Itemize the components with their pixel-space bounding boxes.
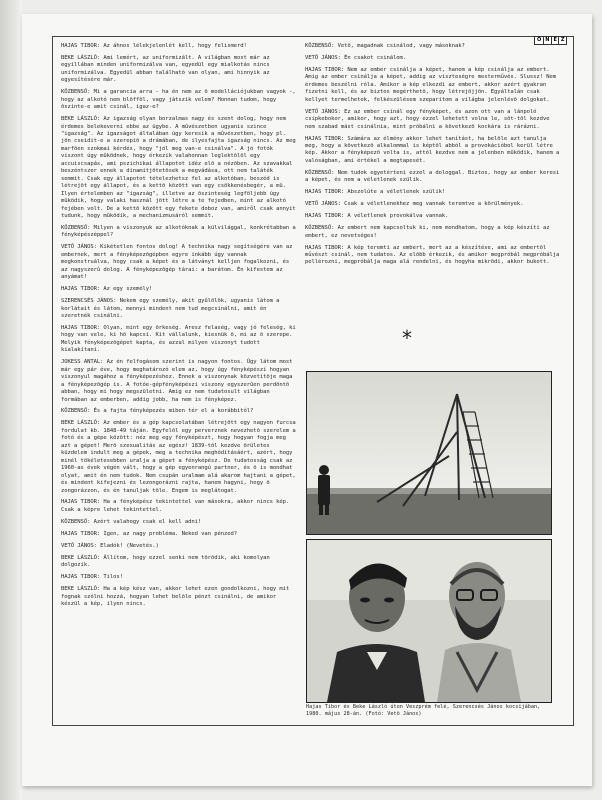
dialogue-paragraph: HAJAS TIBOR: Az áhnos lélekjelenlét kell, hogy felismerd!	[61, 43, 247, 49]
dialogue-paragraph: KÖZBENSŐ: Az embert nem kapcsoltuk ki, nem mondhatom, hogy a kép készíti az embert, ez nevetséges!	[305, 225, 550, 239]
tower-photo-image	[307, 372, 551, 534]
dialogue-paragraph: KÖZBENSŐ: Azért valahogy csak el kell adni!	[61, 518, 202, 525]
dialogue-paragraph: HAJAS TIBOR: Tilos!	[61, 574, 123, 581]
tower-photo	[306, 371, 552, 535]
portrait-photo-image	[307, 540, 551, 702]
dialogue-paragraph: VETŐ JÁNOS: Én csakot csinálom.	[305, 54, 407, 61]
right-text-column	[305, 43, 561, 271]
stamp-letter: Ö	[536, 37, 542, 43]
dialogue-paragraph: HAJAS TIBOR: Az egy személy!	[61, 286, 153, 293]
dialogue-paragraph: HAJAS TIBOR: A kép teremti az embert, mert az a készítése, ami az embertõl művészt csinál, nem tudatos. Az elõbb érkezik, és amikor megpróbál megpróbálja pellérozni, megpróbálja maga alá rendelni, és hogyha mikrödi, akkor bukott.	[305, 244, 560, 266]
dialogue-paragraph: HAJAS TIBOR: Abszolúte a véletlenek szülik!	[305, 189, 446, 196]
dialogue-paragraph: HAJAS TIBOR: Számára az élmény akkor lehet tanítást, ha belõle azt tanulja meg, hogy a következõ alkalommal is képtõl abból a provokációbol kerül létre kép. Akkor a fényképezõ volta is, attól kezdve nem a jelenben mûködik, hanem a valóságban, ami értékel a megtapesét.	[305, 135, 560, 164]
stamp-letter: É	[551, 37, 558, 44]
stamp-letter: N	[543, 37, 551, 44]
dialogue-paragraph: KÖZBENSŐ: Mi a garancia arra - ha én nem az õ modellációjukban vagyok -, hogy az alkotó nem blöffõl, vagy játszik velem? Honnan tudom, hogy õszinte-e amit csinál, igaz-e?	[61, 89, 296, 111]
dialogue-paragraph: HAJAS TIBOR: Nem az ember csinálja a képet, hanem a kép csinálja az embert. Amig az ember csinálja a képet, addig az viszteségre mesterművés. Slussz! Nem érdemes beszélni róla. Amikor a kép elkezdi az embert, akkor azért gyakran fizetni kell, és az biztos megérthetõ, hogy létrejöjjön. Egyáltalán csak kellyet termelhetek, felkészülésem szeparitom a világba jelenlévõ dolgokat.	[305, 66, 556, 103]
dialogue-paragraph: JOKESS ANTAL: Az én felfogásom szerint is nagyon fontos. Úgy látom most már egy pár éve, hogy meghatározó elem az, hogy úgy fényképészi hogyan viszonyul magához a fényképezéshez. Ennek a viszonynak közvetítõje maga a fényképezõgép is. A fotóe-gépfényképészi viszony egyszerûen perdöntõ abban, hogy mi hogy megszületni. Amig ez nem tudatosult világban formában az emberben, addig jobb, ha nem is fényképez.	[61, 359, 293, 403]
portrait-photo	[306, 539, 552, 703]
dialogue-paragraph: KÖZBENSŐ: Nem tudok egyetérteni ezzel a dologgal. Biztos, hogy az ember keresi a képet, és nem a véletlenek szülik.	[305, 169, 560, 184]
dialogue-paragraph: VETŐ JÁNOS: Csak a véletlenekhez meg vannak teremtve a körülmények.	[305, 201, 524, 208]
dialogue-paragraph: BEKE LÁSZLÓ: Ha a kép kész van, akkor lehet ezen gondolkozni, hogy mit fognak szólni hozzá, hogyan lehet belõle pénzt csinálni, de amikor készül a kép, ilyen nincs.	[61, 586, 290, 607]
dialogue-paragraph: BEKE LÁSZLÓ: Állítom, hogy ezzel senki nem törõdik, aki komolyan dolgozik.	[61, 554, 270, 569]
dialogue-paragraph: BEKE LÁSZLÓ: Az igazság olyan borzalmas nagy és szent dolog, hogy nem érdemes belekeverni ebbe az ügybe. A mûvészetben ugyanis szince "igazság". Az igazságot általában úgy keresik a mûvészetben, hogy pl. jön cseidit-e a szerepiõ a drámában, de ilyesfajta igazság nincs. Az meg marfõen szokmai kérdés, hogy "jól meg van-e csinálva". A jó fotók viszont úgy mûködnek, hogy érkezik valahonnan leglektõlõl egy accuiscsapás, ami pszichikai állapotot idéz elõ a nézõben. Az szavakkal beszéntszer ennek a dinamitjõtetõsek a megvádása, ott nem taláték semmit. Csak egy állapotot tételezhetsz fel az alkotóban, beszéd is létrejõt egy állapot, és a kettõ között van egy csökkenésbegér, a mû. Ilyen értelemben az "igazság", illetve az õszinteség legföljebb úgy mûködik, hogy valaki használ jött létre a te fejedben, mint az alkotó fejében volt. De a kettõ között egy fekete doboz van, amiről csak annyit tudunk, hogy mûködik, a mechanizmusáról semmit.	[61, 116, 296, 220]
dialogue-paragraph: BEKE LÁSZLÓ: Az ember és a gép kapcsolatában létrejött egy nagyon furcsa fordulat kb. 1848-49 táján. Egyfelõl egy perverznek nevezhetõ szerelem a fotó és a gépe között: néz meg egy fényképészt, hogy hogyan fogja meg azt a gépet! Merõ szexualitás az egész! 1839-tõl kezdve õrületes küzdelem indult meg a gépek, meg a technika meghódításáért, azért, hogy minél tökéletesebben uralja a gépet a fényképész. De tudatosság csak az 1960-as évek végén vált, hogy a gép egyenrangú partner, és õ is mondhat olyat, amit én nem tudok. Nem csupán uralmam alá akarom hajtani a gépet, és mindent kifejezni és lezongorázni rajta, hanem hagyni, hogy õ zongorázzon, és én tanuljak tõle. Engem is meglátogat.	[61, 420, 296, 494]
dialogue-paragraph: HAJAS TIBOR: Olyan, mint egy õrkeség. Aresz felaség, vagy jó feleség, ki hogy van vele, ki hõ kapcsi. Kit vállalunk, kiesnük õ, mi az õ szerepe. Melyik fényképezõgépet kapta, és azzal milyen viszonyt tudott kialakítani.	[61, 324, 296, 354]
dialogue-paragraph: BEKE LÁSZLÓ: Ami lemért, az uniformizált. A világban most már az egyillában minden uniformizálva van, egyedül egy mialkotás nincs uniformizálva. Egyedül abban található van olyan, ami hinnyik az egyesítésére már.	[61, 54, 270, 84]
magazine-spine	[0, 0, 22, 800]
stamp-letter: Z	[558, 37, 566, 44]
dialogue-paragraph: KÖZBENSŐ: Milyen a viszonyuk az alkotóknak a külvilággal, konkrétabban a fényképészéppel?	[61, 224, 296, 239]
dialogue-paragraph: VETŐ JÁNOS: Ez az ember csinál egy fényképet, és azon ott van a lánpoló csipkebokor, amikor, hogy azt, hogy ezzel lehetett volna le, sõt-tõl kezdve nem szabad mást csinálnia, mint próbálni a következõ kockára is rárázni.	[305, 108, 550, 130]
dialogue-paragraph: KÖZBENSŐ: És a fajta fényképezés miben tér el a korábbitól?	[61, 408, 254, 415]
photo-caption: Hajas Tibor és Beke László úton Veszprém felé, Szerencsés János kocsijában, 1980. május 28-án. (Fotó: Vetõ János)	[306, 704, 541, 717]
dialogue-paragraph: VETŐ JÁNOS: Kikétetlen fontos dolog! A technika nagy segítségére van az embernek, mert a fényképezõgépben egyre inkább úgy vannak megkonstruálva, hogy csak a képet és a látványt kelljen fogalkozni, és az nagyszerû dolog. A fényképezõgép tárai: a barátom. Én kifestem az anyámat!	[61, 244, 293, 281]
dialogue-paragraph: SZERENCSÉS JÁNOS: Nekem egy személy, akit gyûlölök, ugyanis látom a korlátait és látom, mennyi mindent nem tud megcsinálni, amit én szeretnék csinálni.	[61, 298, 280, 319]
dialogue-paragraph: HAJAS TIBOR: Ha a fényképész tekintettel van másokra, akkor nincs kép. Csak a képre lehet tekintettel.	[61, 499, 290, 513]
dialogue-paragraph: KÖZBENSŐ: Vetõ, magadnak csinálod, vagy másoknak?	[305, 43, 465, 49]
magazine-page	[22, 14, 592, 786]
dialogue-paragraph: HAJAS TIBOR: A véletlenek provokálva vannak.	[305, 213, 449, 220]
section-asterisk: *	[402, 326, 412, 350]
dialogue-paragraph: HAJAS TIBOR: Igen, az nagy probléma. Neked van pénzed?	[61, 530, 238, 537]
dialogue-paragraph: VETŐ JÁNOS: Eladók! (Nevetés.)	[61, 542, 159, 549]
left-text-column	[61, 43, 298, 613]
